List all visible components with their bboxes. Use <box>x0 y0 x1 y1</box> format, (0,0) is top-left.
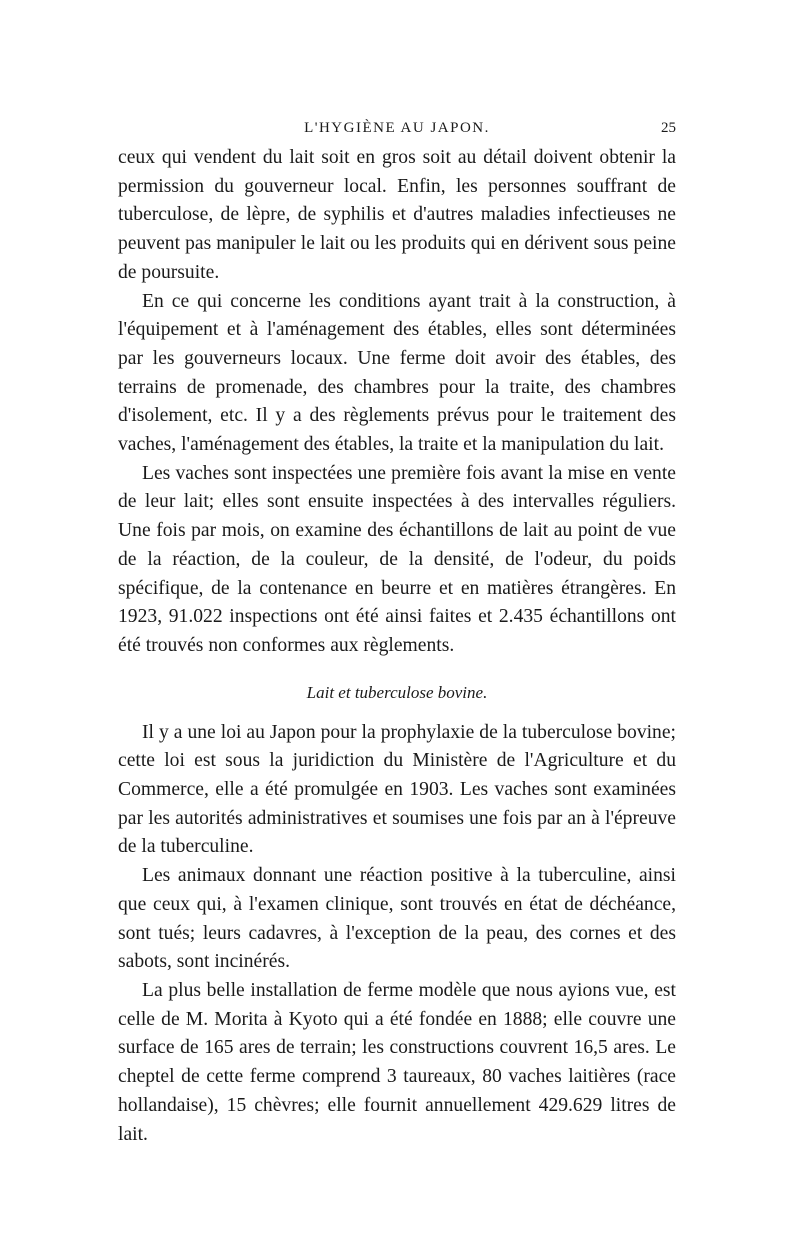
running-header <box>118 112 676 144</box>
paragraph-continued: ceux qui vendent du lait soit en gros soit au détail doivent obtenir la permission du gouverneur local. Enfin, les personnes souffrant de tuberculose, de lèpre, de syphilis et d'autres maladies infectieuses ne peuvent pas manipuler le lait ou les produits qui en dérivent sous peine de poursuite. <box>118 147 676 283</box>
running-title: L'HYGIÈNE AU JAPON. <box>304 120 490 136</box>
paragraph-stables: En ce qui concerne les conditions ayant trait à la construction, à l'équipement et à l'aménagement des étables, elles sont déterminées par les gouverneurs locaux. Une ferme doit avoir des étables, des terrains de promenade, des chambres pour la traite, des chambres d'isolement, etc. Il y a des règlements prévus pour le traitement des vaches, l'aménagement des étables, la traite et la manipulation du lait. <box>118 290 676 456</box>
section-subheading: Lait et tuberculose bovine. <box>306 682 488 702</box>
paragraph-inspections: Les vaches sont inspectées une première fois avant la mise en vente de leur lait; elles sont ensuite inspectées à des intervalles réguliers. Une fois par mois, on examine des échantillons de lait au point de vue de la réaction, de la couleur, de la densité, de l'odeur, du poids spécifique, de la contenance en beurre et en matières étrangères. En 1923, 91.022 inspections ont été ainsi faites et 2.435 échantillons ont été trouvés non conformes aux règlements. <box>118 462 676 656</box>
page-body <box>118 144 676 1149</box>
paragraph-law: Il y a une loi au Japon pour la prophylaxie de la tuberculose bovine; cette loi est sous la juridiction du Ministère de l'Agriculture et du Commerce, elle a été promulgée en 1903. Les vaches sont examinées par les autorités administratives et soumises une fois par an à l'épreuve de la tuberculine. <box>118 721 676 858</box>
paragraph-model-farm: La plus belle installation de ferme modèle que nous ayions vue, est celle de M. Morita à Kyoto qui a été fondée en 1888; elle couvre une surface de 165 ares de terrain; les constructions couvrent 16,5 ares. Le cheptel de cette ferme comprend 3 taureaux, 80 vaches laitières (race hollandaise), 15 chèvres; elle fournit annuellement 429.629 litres de lait. <box>118 979 676 1145</box>
book-page <box>118 112 676 1149</box>
page-number: 25 <box>661 120 676 136</box>
paragraph-animals: Les animaux donnant une réaction positive à la tuberculine, ainsi que ceux qui, à l'examen clinique, sont trouvés en état de déchéance, sont tués; leurs cadavres, à l'exception de la peau, des cornes et des sabots, sont incinérés. <box>118 865 676 973</box>
